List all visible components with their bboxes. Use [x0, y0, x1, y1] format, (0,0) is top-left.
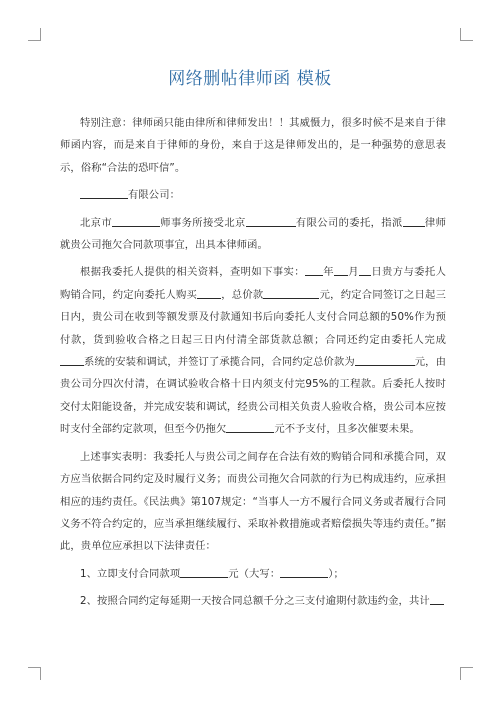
document-title: 网络删帖律师函 模板	[168, 69, 332, 89]
blank-year	[305, 262, 323, 276]
blank-goods	[197, 285, 221, 299]
liability-item-1: 1、立即支付合同款项 元（大写： ）；	[60, 563, 446, 585]
blank-arrears	[226, 419, 274, 433]
corner-mark-bottom-right	[460, 667, 473, 680]
paragraph-entrustment: 北京市 师事务所接受北京 有限公司的委托，指派 律师就贵公司拖欠合同款项事宜，出具本律师函。	[60, 212, 446, 257]
blank-company-name	[80, 185, 128, 199]
addressee-line: 有限公司：	[60, 184, 446, 206]
blank-amount-uppercase	[280, 564, 328, 578]
corner-mark-top-right	[460, 28, 473, 41]
corner-mark-bottom-left	[28, 667, 41, 680]
blank-day	[359, 262, 371, 276]
blank-month	[334, 262, 348, 276]
document-body	[60, 112, 446, 618]
paragraph-facts: 根据我委托人提供的相关资料，查明如下事实： 年 月 日贵方与委托人购销合同，约定向委托人购买 ，总价款 元，约定合同签订之日起三日内，贵公司在收到等额发票及付款通知书后向委托人支付合同总额的50%作为预付款，货到验收合格之日起三日内付清全部货款总额；合同还约定由委托人完成系统的安装和调试，并签订了承揽合同，合同约定总价款为 元，由贵公司分四次付清，在调试验收合格十日内须支付完95%的工程款。后委托人按时交付太阳能设备，并完成安装和调试，经贵公司相关负责人验收合格，贵公司本应按时支付全部约定款项，但至今仍拖欠 元不予支付，且多次催要未果。	[60, 261, 446, 440]
blank-law-firm	[112, 213, 160, 227]
blank-lawyer	[403, 213, 425, 227]
blank-client	[246, 213, 296, 227]
liability-item-2: 2、按照合同约定每延期一天按合同总额千分之三支付逾期付款违约金，共计	[60, 590, 446, 612]
blank-total-price	[263, 285, 319, 299]
blank-contract-price	[355, 352, 415, 366]
corner-mark-top-left	[28, 28, 41, 41]
blank-system	[60, 352, 84, 366]
notice-paragraph: 特别注意：律师函只能由律所和律师发出！！其威慑力，很多时候不是来自于律师函内容，而是来自于律师的身份，来自于这是律师发出的，是一种强势的意思表示，俗称“合法的恐吓信”。	[60, 117, 446, 174]
blank-penalty-total	[430, 591, 444, 605]
paragraph-legal-basis: 上述事实表明：我委托人与贵公司之间存在合法有效的购销合同和承揽合同，双方应当依据合同约定及时履行义务；而贵公司拖欠合同款的行为已构成违约，应承担相应的违约责任。《民法典》第107规定：“当事人一方不履行合同义务或者履行合同义务不符合约定的，应当承担继续履行、采取补救措施或者赔偿损失等违约责任。”据此，贵单位应承担以下法律责任：	[60, 450, 446, 553]
blank-amount	[180, 564, 228, 578]
